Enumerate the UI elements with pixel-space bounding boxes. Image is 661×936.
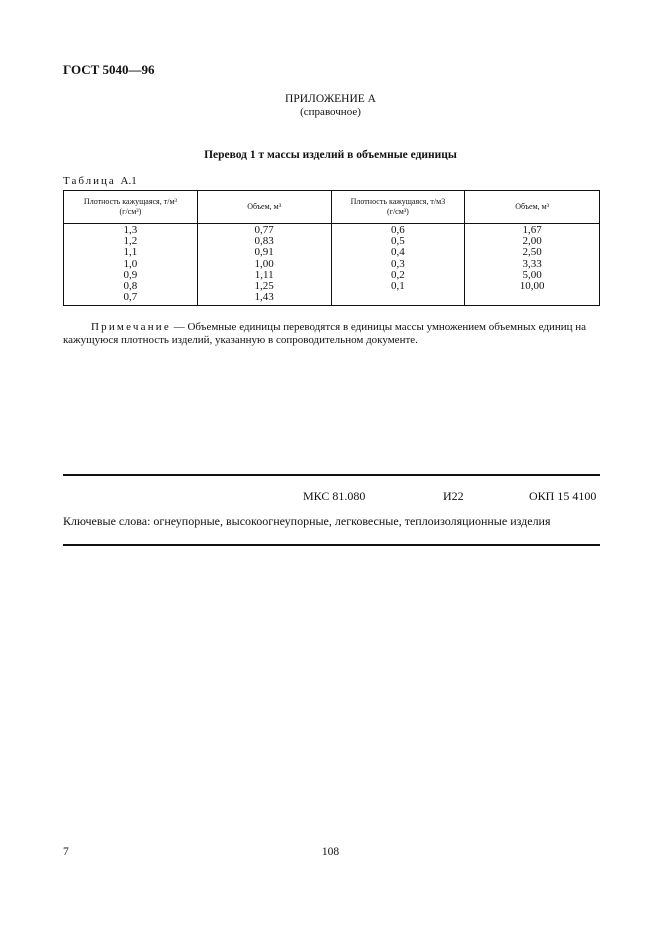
okp-code: ОКП 15 4100 — [529, 489, 597, 503]
header-volume-right: Объем, м³ — [465, 191, 600, 224]
annex-subtitle: (справочное) — [300, 106, 361, 118]
table-cell: 0,9 — [123, 268, 138, 281]
header-volume-left: Объем, м³ — [197, 191, 331, 224]
header-density-right-line1: Плотность кажущаяся, т/м3 — [350, 197, 446, 206]
classifier-code: И22 — [443, 489, 464, 503]
table-cell: 5,00 — [522, 268, 542, 281]
header-density-right-line2: (г/см³) — [387, 207, 409, 216]
section-heading: Перевод 1 т массы изделий в объемные единицы — [204, 149, 457, 161]
column-density-left — [64, 224, 198, 306]
divider-top — [63, 474, 600, 476]
table-label-word: Таблица — [63, 175, 116, 187]
table-cell: 10,00 — [519, 280, 545, 293]
table-row — [64, 224, 600, 306]
column-volume-right — [465, 224, 600, 306]
page-number-left: 7 — [63, 846, 69, 858]
mks-code: МКС 81.080 — [303, 489, 366, 503]
table-cell: 2,00 — [522, 235, 542, 248]
column-volume-left — [197, 224, 331, 306]
divider-bottom — [63, 544, 600, 546]
table-cell: 1,1 — [123, 246, 138, 259]
table-cell: 1,0 — [123, 257, 138, 270]
note-text: — Объемные единицы переводятся в единицы массы умножением объемных единиц на кажущуюся плотность изделий, указанную в сопроводительном документе. — [63, 321, 587, 346]
table-cell: 1,00 — [254, 257, 274, 270]
table-cell: 0,4 — [391, 246, 405, 259]
table-cell: 2,50 — [522, 246, 542, 259]
annex-title: ПРИЛОЖЕНИЕ А — [285, 93, 376, 105]
table-cell: 0,5 — [391, 235, 405, 248]
table-cell: 1,11 — [254, 268, 274, 281]
note-label: Примечание — [91, 321, 171, 333]
header-density-left — [64, 191, 198, 224]
table-cell: 0,6 — [391, 224, 405, 236]
table-cell: 0,1 — [391, 280, 405, 293]
table-cell: 1,67 — [522, 224, 542, 236]
table-cell: 1,43 — [254, 291, 274, 304]
table-label-number: А.1 — [120, 175, 137, 187]
table-cell: 0,7 — [123, 291, 138, 304]
table-cell: 0,2 — [391, 268, 405, 281]
table-cell: 0,77 — [254, 224, 274, 236]
table-cell: 0,8 — [123, 280, 138, 293]
page-number-center: 108 — [321, 846, 340, 858]
table-note — [63, 321, 600, 347]
table-cell: 0,3 — [391, 257, 405, 270]
header-density-right — [331, 191, 465, 224]
table-header-row — [64, 191, 600, 224]
table-cell: 0,91 — [254, 246, 274, 259]
header-density-left-line2: (г/см³) — [119, 207, 142, 216]
keywords-line: Ключевые слова: огнеупорные, высокоогнеупорные, легковесные, теплоизоляционные изделия — [63, 514, 551, 528]
column-density-right — [331, 224, 465, 306]
document-code: ГОСТ 5040—96 — [63, 62, 155, 77]
table-cell: 0,83 — [254, 235, 274, 248]
table-cell: 3,33 — [522, 257, 542, 270]
table-label — [63, 175, 137, 187]
table-cell: 1,25 — [254, 280, 274, 293]
conversion-table — [63, 190, 600, 306]
table-cell: 1,3 — [123, 224, 138, 236]
table-cell: 1,2 — [123, 235, 138, 248]
header-density-left-line1: Плотность кажущаяся, т/м³ — [83, 197, 177, 206]
